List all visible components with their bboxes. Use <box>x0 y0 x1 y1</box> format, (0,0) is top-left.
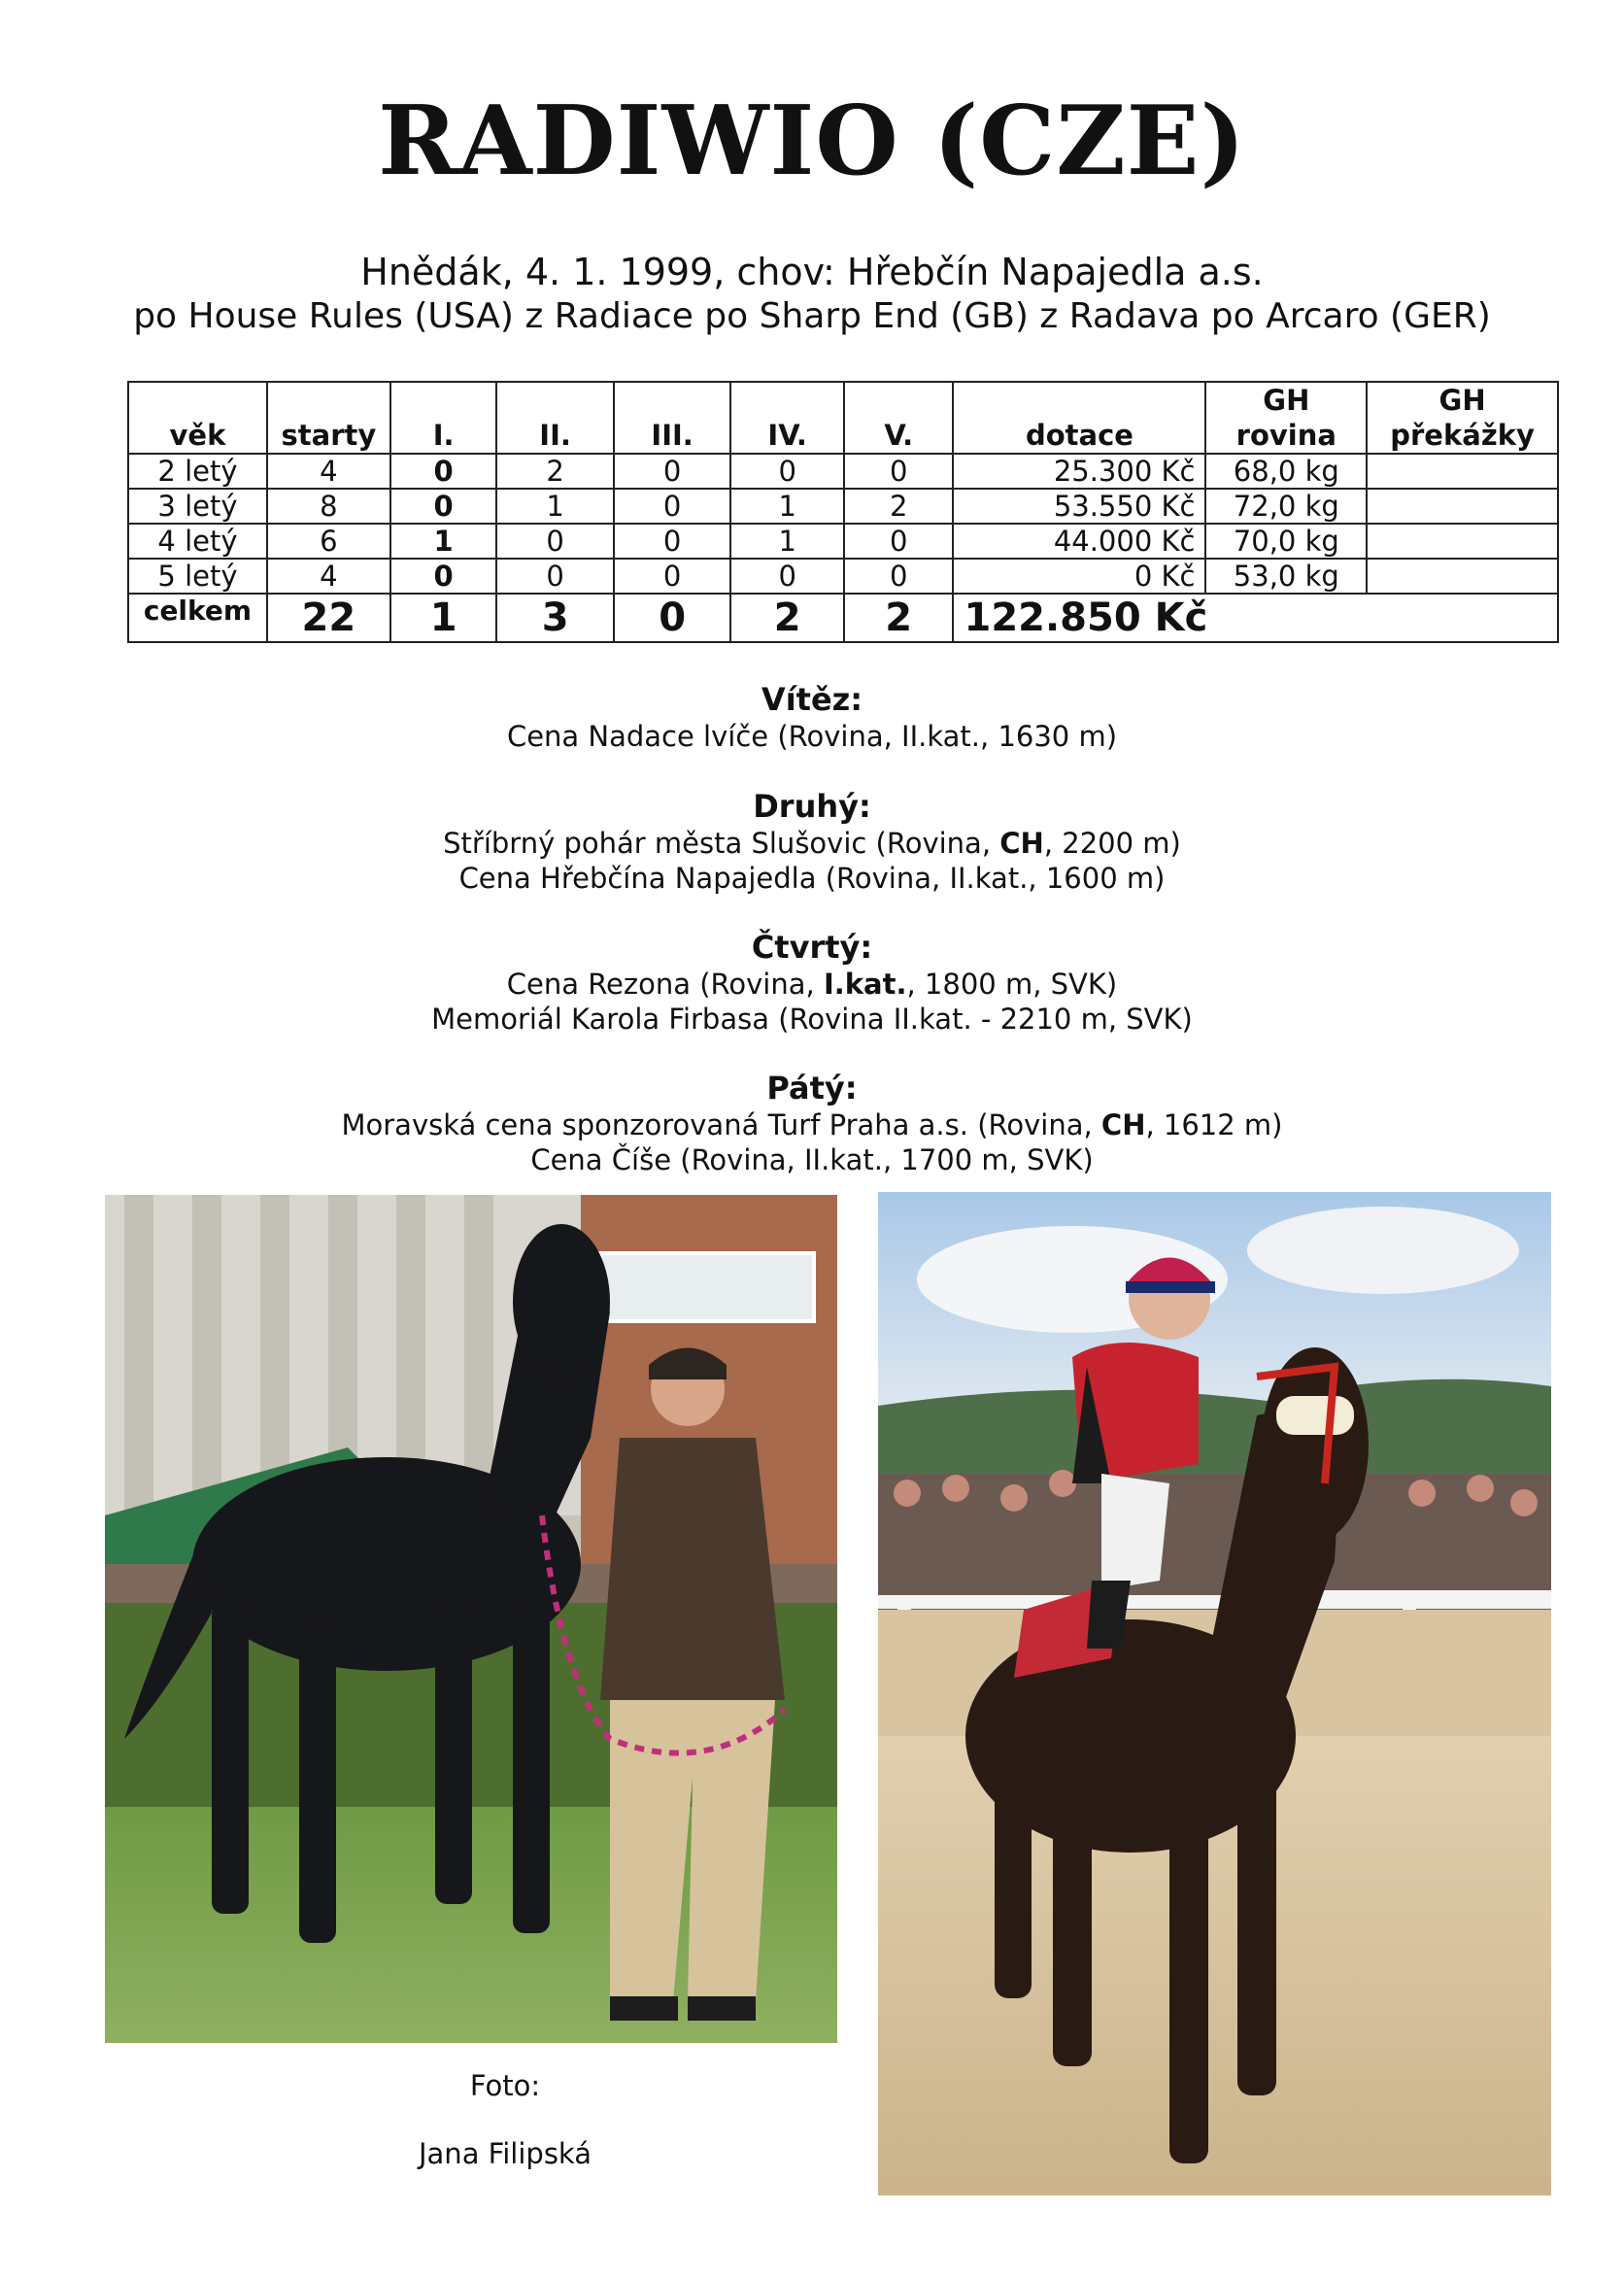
cell-third: 0 <box>614 489 731 524</box>
cell-first: 0 <box>390 454 497 489</box>
header-fifth: V. <box>844 382 954 454</box>
cell-age: 2 letý <box>128 454 267 489</box>
cell-gh-flat: 53,0 kg <box>1205 559 1367 594</box>
cell-age: 3 letý <box>128 489 267 524</box>
cell-second: 0 <box>496 524 613 559</box>
fourth-race-1: Cena Rezona (Rovina, I.kat., 1800 m, SVK) <box>506 968 1118 1001</box>
cell-first: 0 <box>390 489 497 524</box>
header-gh-flat: GH rovina <box>1205 382 1367 454</box>
second-race-2: Cena Hřebčína Napajedla (Rovina, II.kat., 1600 m) <box>458 862 1166 895</box>
table-row <box>128 489 1558 524</box>
winner-race: Cena Nadace lvíče (Rovina, II.kat., 1630 m) <box>506 720 1118 753</box>
total-third: 0 <box>614 594 731 642</box>
cell-gh-flat: 70,0 kg <box>1205 524 1367 559</box>
second-section <box>0 787 1624 896</box>
total-fourth: 2 <box>730 594 844 642</box>
cell-starts: 4 <box>267 559 390 594</box>
winner-section <box>0 680 1624 754</box>
cell-first: 1 <box>390 524 497 559</box>
horse-details: Hnědák, 4. 1. 1999, chov: Hřebčín Napajedla a.s. <box>360 251 1264 293</box>
pedigree-line: po House Rules (USA) z Radiace po Sharp End (GB) z Radava po Arcaro (GER) <box>133 296 1491 336</box>
cell-starts: 6 <box>267 524 390 559</box>
cell-second: 0 <box>496 559 613 594</box>
cell-first: 0 <box>390 559 497 594</box>
cell-fourth: 0 <box>730 454 844 489</box>
cell-starts: 4 <box>267 454 390 489</box>
cell-gh-jumps <box>1367 559 1558 594</box>
cell-third: 0 <box>614 524 731 559</box>
cell-fifth: 2 <box>844 489 954 524</box>
fourth-section <box>0 928 1624 1037</box>
cell-age: 5 letý <box>128 559 267 594</box>
cell-third: 0 <box>614 454 731 489</box>
table-header-row <box>128 382 1558 454</box>
cell-fifth: 0 <box>844 524 954 559</box>
race-statistics-table <box>127 381 1559 643</box>
fifth-section <box>0 1069 1624 1177</box>
header-second: II. <box>496 382 613 454</box>
cell-starts: 8 <box>267 489 390 524</box>
fifth-race-1: Moravská cena sponzorovaná Turf Praha a.s. (Rovina, CH, 1612 m) <box>341 1108 1283 1141</box>
header-gh-jumps: GH překážky <box>1367 382 1558 454</box>
table-total-row <box>128 594 1558 642</box>
cell-fifth: 0 <box>844 559 954 594</box>
cell-second: 2 <box>496 454 613 489</box>
cell-prize: 44.000 Kč <box>953 524 1205 559</box>
cell-third: 0 <box>614 559 731 594</box>
cell-fifth: 0 <box>844 454 954 489</box>
cell-prize: 25.300 Kč <box>953 454 1205 489</box>
cell-fourth: 1 <box>730 489 844 524</box>
header-fourth: IV. <box>730 382 844 454</box>
total-fifth: 2 <box>844 594 954 642</box>
cell-prize: 0 Kč <box>953 559 1205 594</box>
cell-gh-jumps <box>1367 489 1558 524</box>
header-age: věk <box>128 382 267 454</box>
header-prize-money: dotace <box>953 382 1205 454</box>
fifth-heading: Pátý: <box>766 1070 858 1106</box>
cell-age: 4 letý <box>128 524 267 559</box>
total-prize: 122.850 Kč <box>953 594 1558 642</box>
jockey-on-racehorse-photo <box>878 1192 1551 2195</box>
second-race-1: Stříbrný pohár města Slušovic (Rovina, CH, 2200 m) <box>443 827 1181 860</box>
photo-credit-name: Jana Filipská <box>418 2137 592 2170</box>
cell-gh-flat: 72,0 kg <box>1205 489 1367 524</box>
cell-gh-jumps <box>1367 454 1558 489</box>
table-row <box>128 559 1558 594</box>
fourth-heading: Čtvrtý: <box>751 929 873 966</box>
fourth-race-2: Memoriál Karola Firbasa (Rovina II.kat. - 2210 m, SVK) <box>431 1003 1193 1036</box>
table-row <box>128 524 1558 559</box>
winner-heading: Vítěz: <box>761 681 863 718</box>
horse-with-handler-photo <box>105 1195 837 2043</box>
header-starts: starty <box>267 382 390 454</box>
cell-second: 1 <box>496 489 613 524</box>
header-first: I. <box>390 382 497 454</box>
cell-fourth: 0 <box>730 559 844 594</box>
page-title: RADIWIO (CZE) <box>378 85 1246 197</box>
total-first: 1 <box>390 594 497 642</box>
total-second: 3 <box>496 594 613 642</box>
cell-gh-flat: 68,0 kg <box>1205 454 1367 489</box>
header-third: III. <box>614 382 731 454</box>
cell-prize: 53.550 Kč <box>953 489 1205 524</box>
fifth-race-2: Cena Číše (Rovina, II.kat., 1700 m, SVK) <box>530 1143 1094 1176</box>
cell-fourth: 1 <box>730 524 844 559</box>
photo-credit-label: Foto: <box>469 2069 541 2102</box>
total-starts: 22 <box>267 594 390 642</box>
cell-gh-jumps <box>1367 524 1558 559</box>
total-label: celkem <box>128 594 267 642</box>
second-heading: Druhý: <box>753 788 871 825</box>
table-row <box>128 454 1558 489</box>
